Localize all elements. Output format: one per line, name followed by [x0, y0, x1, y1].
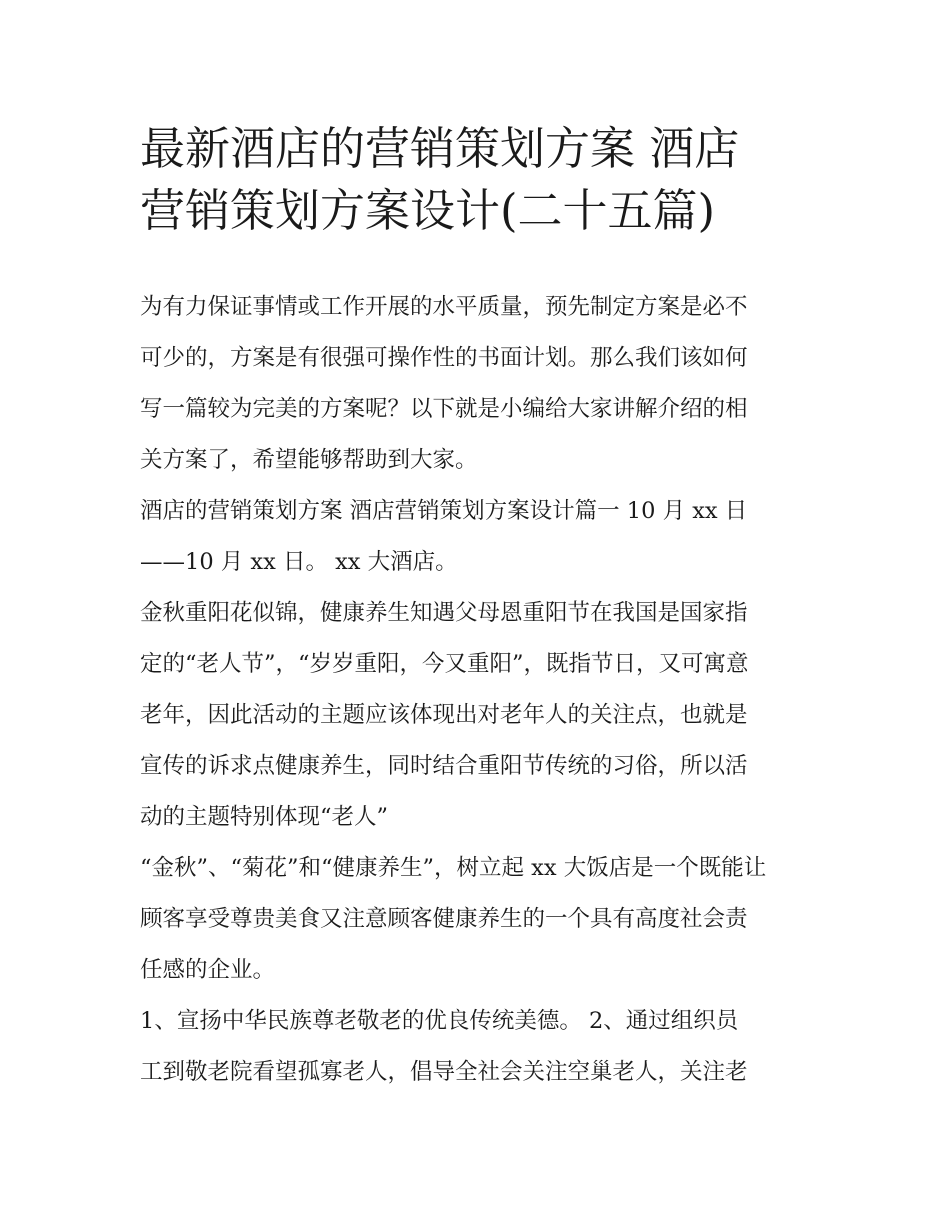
body-line: 任感的企业。: [140, 957, 276, 983]
body-line: 定的“老人节”，“岁岁重阳，今又重阳”，既指节日，又可寓意: [140, 651, 749, 677]
body-line: 动的主题特别体现“老人”: [140, 804, 389, 830]
body-line: “金秋”、“菊花”和“健康养生”，树立起 xx 大饭店是一个既能让: [140, 855, 767, 881]
body-line: 关方案了，希望能够帮助到大家。: [140, 447, 478, 473]
body-line: 为有力保证事情或工作开展的水平质量，预先制定方案是必不: [140, 294, 748, 320]
document-body: [140, 282, 820, 1098]
body-line: 工到敬老院看望孤寡老人，倡导全社会关注空巢老人，关注老: [140, 1059, 748, 1085]
document-title: [140, 118, 820, 242]
body-line: 金秋重阳花似锦，健康养生知遇父母恩重阳节在我国是国家指: [140, 600, 748, 626]
body-line: 写一篇较为完美的方案呢？以下就是小编给大家讲解介绍的相: [140, 396, 748, 422]
body-line: 可少的，方案是有很强可操作性的书面计划。那么我们该如何: [140, 345, 748, 371]
body-line: 顾客享受尊贵美食又注意顾客健康养生的一个具有高度社会责: [140, 906, 748, 932]
body-line: 1、宣扬中华民族尊老敬老的优良传统美德。 2、通过组织员: [140, 1008, 739, 1034]
body-line: ——10 月 xx 日。 xx 大酒店。: [140, 549, 458, 575]
body-line: 宣传的诉求点健康养生，同时结合重阳节传统的习俗，所以活: [140, 753, 748, 779]
title-line-2: 营销策划方案设计(二十五篇): [140, 184, 716, 237]
body-line: 酒店的营销策划方案 酒店营销策划方案设计篇一 10 月 xx 日: [140, 498, 748, 524]
body-line: 老年，因此活动的主题应该体现出对老年人的关注点，也就是: [140, 702, 748, 728]
title-line-1: 最新酒店的营销策划方案 酒店: [140, 122, 740, 175]
